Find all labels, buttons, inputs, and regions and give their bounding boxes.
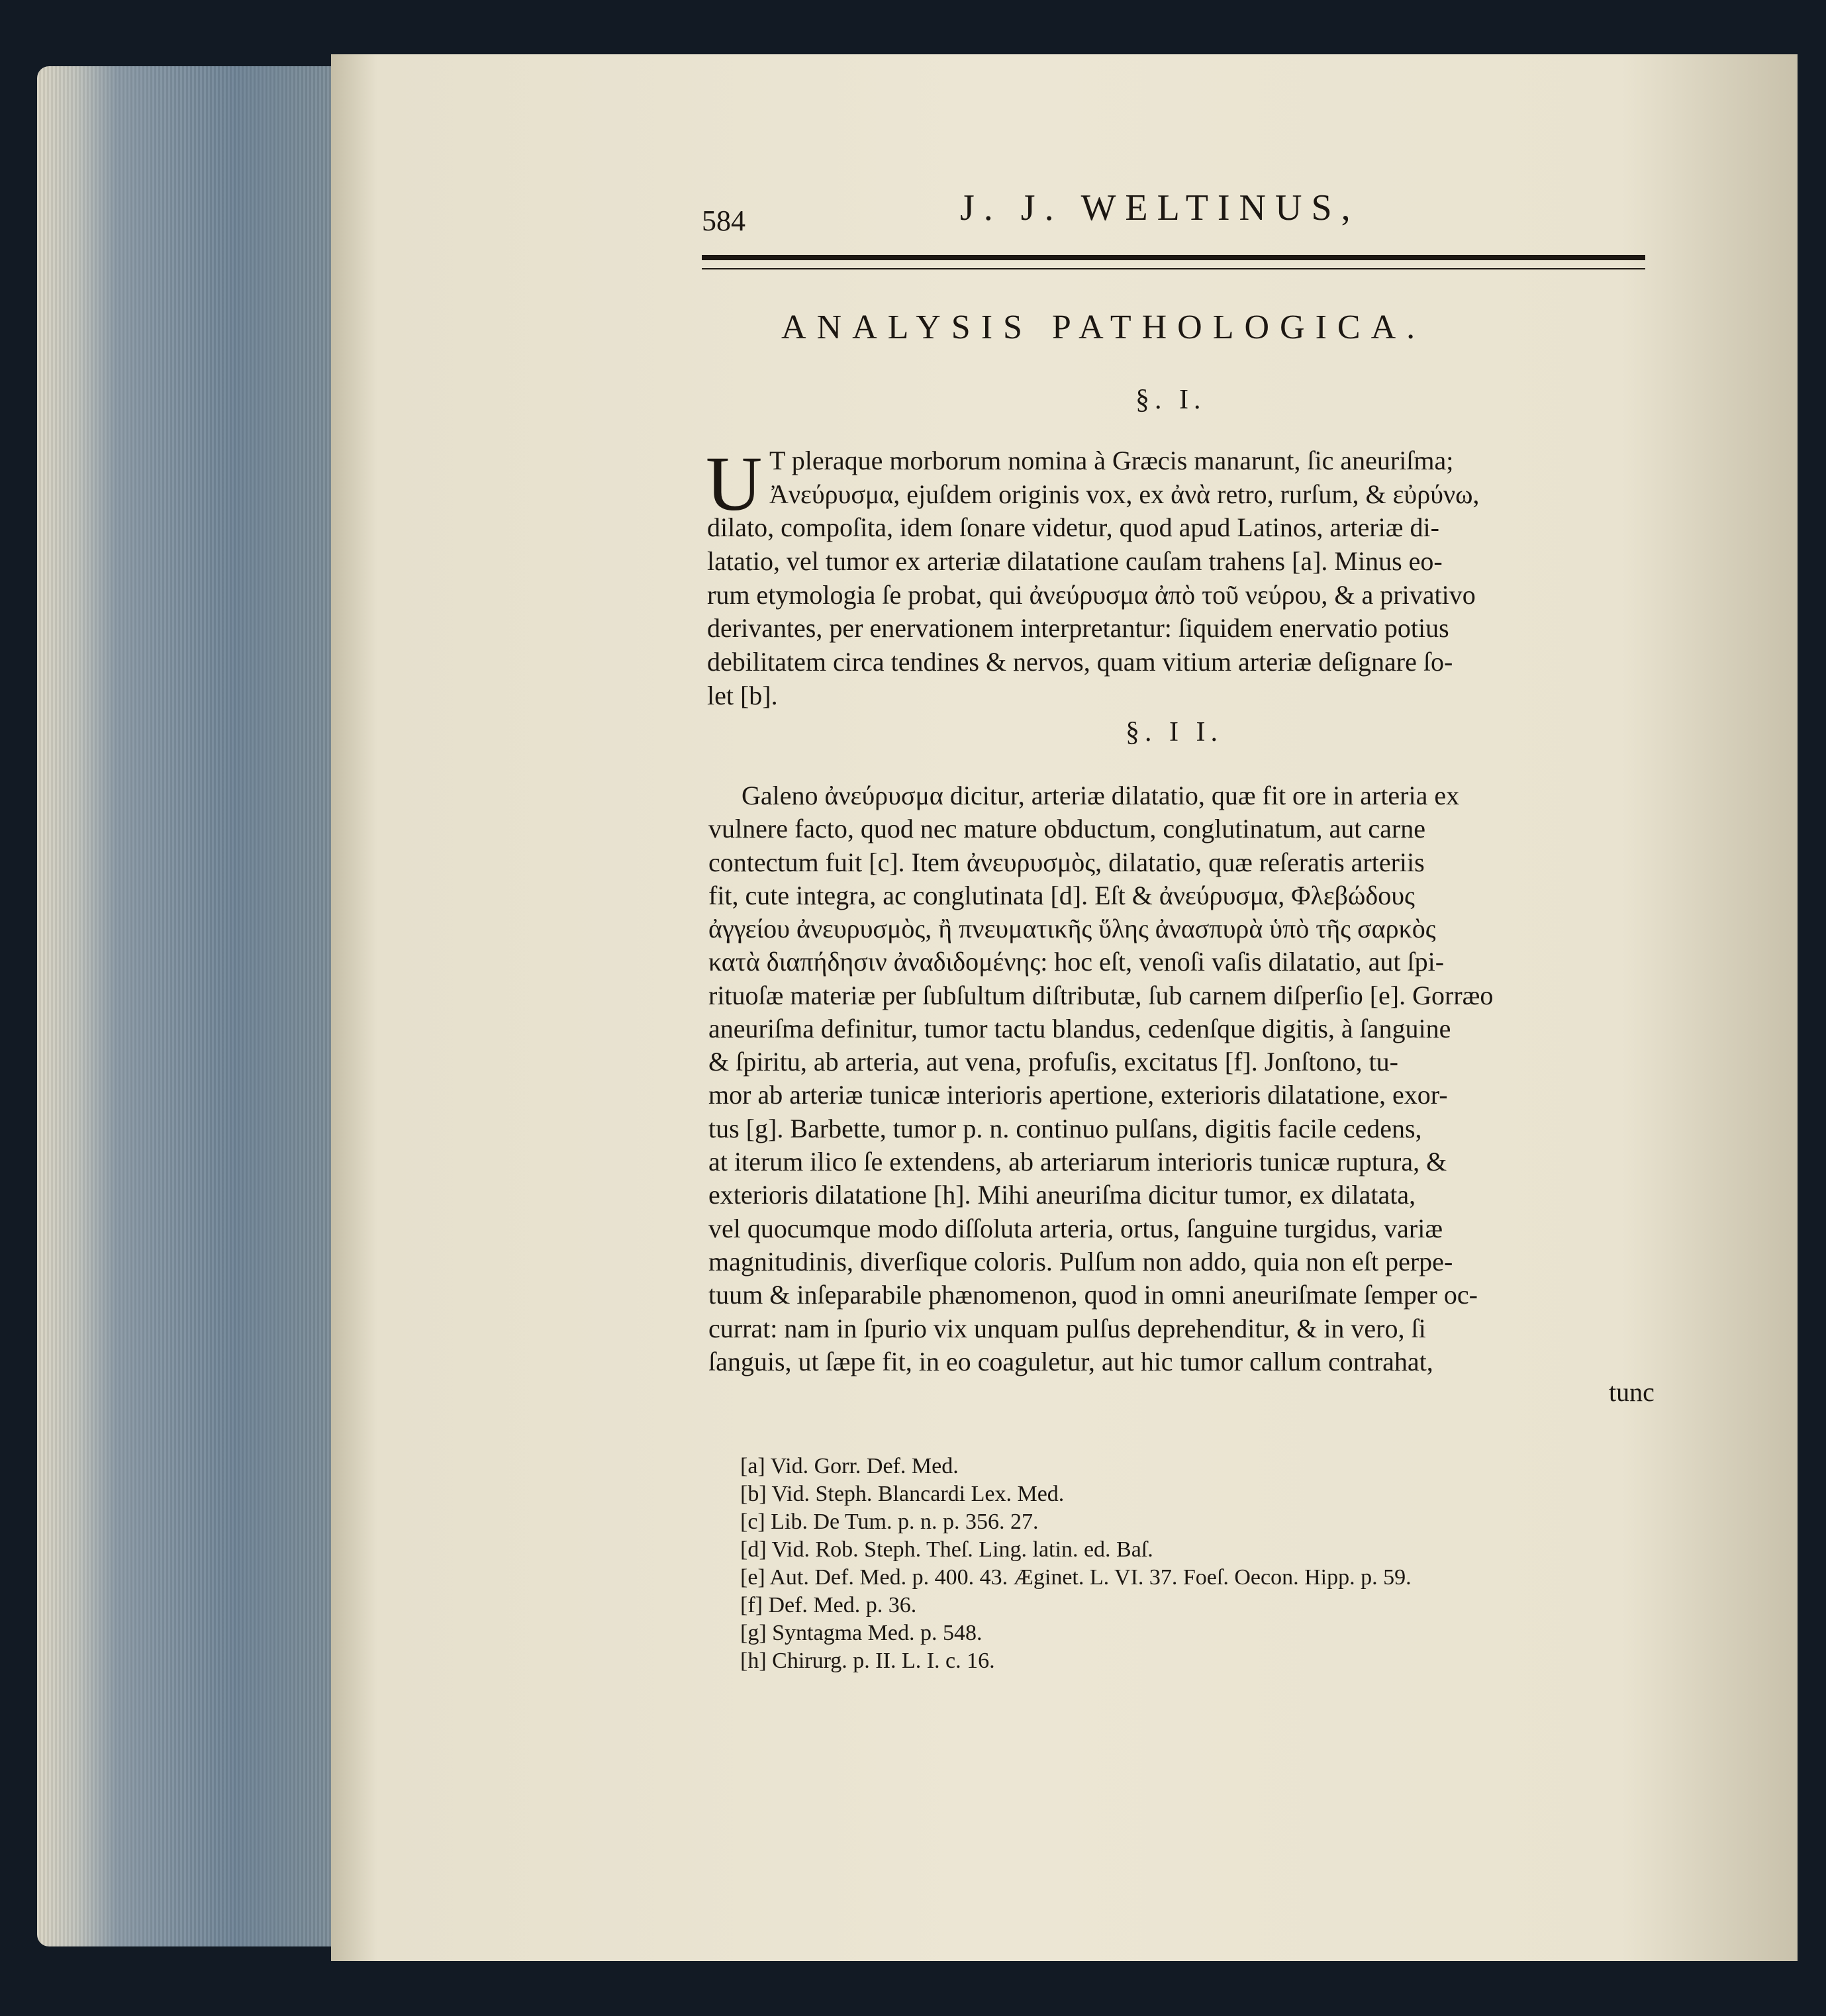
text-line: & ſpiritu, ab arteria, aut vena, profuſis, excitatus [f]. Jonſtono, tu- [708,1047,1398,1077]
text-line: magnitudinis, diverſique coloris. Pulſum non addo, quia non eſt perpe- [708,1247,1453,1276]
text-line: vel quocumque modo diſſoluta arteria, ortus, ſanguine turgidus, variæ [708,1214,1443,1243]
text-line: contectum fuit [c]. Item ἀνευρυσμὸς, dilatatio, quæ reſeratis arteriis [708,847,1425,877]
header-rule-thick [702,255,1645,260]
text-line: tuum & inſeparabile phænomenon, quod in omni aneuriſmate ſemper oc- [708,1280,1478,1310]
text-line: aneuriſma definitur, tumor tactu blandus, cedenſque digitis, à ſanguine [708,1014,1451,1043]
section-heading-1: §. I. [1135,385,1206,415]
text-line: rum etymologia ſe probat, qui ἀνεύρυσμα ἀπὸ τοῦ νεύρου, & a privativo [707,580,1476,610]
header-rule-thin [702,268,1645,269]
running-head: J. J. WELTINUS, [960,187,1360,228]
page-number: 584 [702,205,745,237]
text-line: currat: nam in ſpurio vix unquam pulſus deprehenditur, & in vero, ſi [708,1314,1426,1343]
section-heading-2: §. I I. [1126,717,1223,747]
footnote: [d] Vid. Rob. Steph. Theſ. Ling. latin. ed. Baſ. [740,1537,1153,1562]
text-line: vulnere facto, quod nec mature obductum, conglutinatum, aut carne [708,814,1425,843]
drop-cap: U [706,440,763,527]
text-line: exterioris dilatatione [h]. Mihi aneuriſma dicitur tumor, ex dilatata, [708,1180,1416,1210]
text-line: ſanguis, ut ſæpe fit, in eo coaguletur, aut hic tumor callum contrahat, [708,1347,1433,1376]
footnote: [g] Syntagma Med. p. 548. [740,1621,983,1645]
text-line: derivantes, per enervationem interpretantur: ſiquidem enervatio potius [707,613,1449,643]
catchword: tunc [1609,1377,1655,1407]
text-line: debilitatem circa tendines & nervos, quam vitium arteriæ deſignare ſo- [707,647,1453,677]
page-title: ANALYSIS PATHOLOGICA. [781,309,1426,346]
text-line: let [b]. [707,681,778,710]
text-line: T pleraque morborum nomina à Græcis manarunt, ſic aneuriſma; [769,446,1454,475]
text-line: rituoſæ materiæ per ſubſultum diſtributæ, ſub carnem diſperſio [e]. Gorræo [708,981,1494,1010]
footnote: [a] Vid. Gorr. Def. Med. [740,1454,959,1478]
text-line: Galeno ἀνεύρυσμα dicitur, arteriæ dilatatio, quæ fit ore in arteria ex [742,781,1460,810]
text-line: latatio, vel tumor ex arteriæ dilatatione cauſam trahens [a]. Minus eo- [707,546,1443,576]
text-line: Ἀνεύρυσμα, ejuſdem originis vox, ex ἀνὰ retro, rurſum, & εὐρύνω, [769,479,1480,509]
footnote: [e] Aut. Def. Med. p. 400. 43. Æginet. L. VI. 37. Foeſ. Oecon. Hipp. p. 59. [740,1565,1412,1590]
text-line: dilato, compoſita, idem ſonare videtur, quod apud Latinos, arteriæ di- [707,512,1439,542]
footnote: [f] Def. Med. p. 36. [740,1593,917,1617]
footnote: [b] Vid. Steph. Blancardi Lex. Med. [740,1482,1065,1506]
text-line: at iterum ilico ſe extendens, ab arteriarum interioris tunicæ ruptura, & [708,1147,1447,1176]
text-line: κατὰ διαπήδησιν ἀναδιδομένης: hoc eſt, venoſi vaſis dilatatio, aut ſpi- [708,947,1445,977]
footnote: [c] Lib. De Tum. p. n. p. 356. 27. [740,1510,1039,1534]
footnote: [h] Chirurg. p. II. L. I. c. 16. [740,1649,995,1673]
text-line: tus [g]. Barbette, tumor p. n. continuo pulſans, digitis facile cedens, [708,1114,1422,1143]
text-line: mor ab arteriæ tunicæ interioris apertione, exterioris dilatatione, exor- [708,1080,1448,1110]
text-line: ἀγγείου ἀνευρυσμὸς, ἢ πνευματικῆς ὕλης ἀνασπυρὰ ὑπὸ τῆς σαρκὸς [708,914,1436,943]
text-line: fit, cute integra, ac conglutinata [d]. Eſt & ἀνεύρυσμα, Φλεβώδους [708,881,1415,910]
